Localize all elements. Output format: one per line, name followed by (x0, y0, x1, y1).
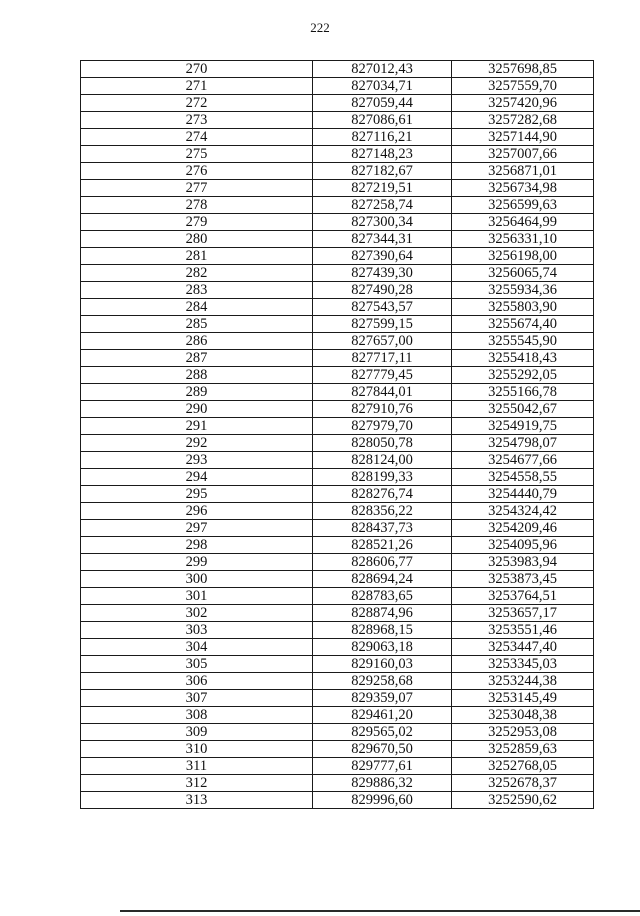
x-coordinate-cell: 827116,21 (313, 129, 452, 146)
point-number-cell: 284 (81, 299, 313, 316)
table-row (81, 605, 594, 622)
point-number-cell: 275 (81, 146, 313, 163)
y-coordinate-cell: 3256331,10 (452, 231, 594, 248)
table-row (81, 350, 594, 367)
y-coordinate-cell: 3252590,62 (452, 792, 594, 809)
x-coordinate-cell: 827258,74 (313, 197, 452, 214)
y-coordinate-cell: 3253983,94 (452, 554, 594, 571)
y-coordinate-cell: 3253551,46 (452, 622, 594, 639)
table-row (81, 486, 594, 503)
x-coordinate-cell: 829258,68 (313, 673, 452, 690)
x-coordinate-cell: 828521,26 (313, 537, 452, 554)
y-coordinate-cell: 3254919,75 (452, 418, 594, 435)
y-coordinate-cell: 3255292,05 (452, 367, 594, 384)
x-coordinate-cell: 827012,43 (313, 61, 452, 78)
table-row (81, 78, 594, 95)
x-coordinate-cell: 829063,18 (313, 639, 452, 656)
y-coordinate-cell: 3253048,38 (452, 707, 594, 724)
x-coordinate-cell: 827300,34 (313, 214, 452, 231)
x-coordinate-cell: 828276,74 (313, 486, 452, 503)
point-number-cell: 291 (81, 418, 313, 435)
point-number-cell: 302 (81, 605, 313, 622)
table-row (81, 775, 594, 792)
table-row (81, 622, 594, 639)
point-number-cell: 282 (81, 265, 313, 282)
x-coordinate-cell: 829160,03 (313, 656, 452, 673)
point-number-cell: 303 (81, 622, 313, 639)
x-coordinate-cell: 829359,07 (313, 690, 452, 707)
table-row (81, 129, 594, 146)
point-number-cell: 309 (81, 724, 313, 741)
x-coordinate-cell: 827490,28 (313, 282, 452, 299)
table-row (81, 758, 594, 775)
x-coordinate-cell: 829461,20 (313, 707, 452, 724)
point-number-cell: 294 (81, 469, 313, 486)
y-coordinate-cell: 3255166,78 (452, 384, 594, 401)
x-coordinate-cell: 828874,96 (313, 605, 452, 622)
table-row (81, 384, 594, 401)
table-row (81, 61, 594, 78)
y-coordinate-cell: 3253657,17 (452, 605, 594, 622)
table-row (81, 452, 594, 469)
y-coordinate-cell: 3257698,85 (452, 61, 594, 78)
page-bottom-line (120, 910, 640, 912)
point-number-cell: 292 (81, 435, 313, 452)
table-row (81, 299, 594, 316)
x-coordinate-cell: 828356,22 (313, 503, 452, 520)
point-number-cell: 301 (81, 588, 313, 605)
point-number-cell: 285 (81, 316, 313, 333)
x-coordinate-cell: 827844,01 (313, 384, 452, 401)
x-coordinate-cell: 829996,60 (313, 792, 452, 809)
y-coordinate-cell: 3254209,46 (452, 520, 594, 537)
table-row (81, 418, 594, 435)
y-coordinate-cell: 3253244,38 (452, 673, 594, 690)
point-number-cell: 272 (81, 95, 313, 112)
point-number-cell: 279 (81, 214, 313, 231)
x-coordinate-cell: 827219,51 (313, 180, 452, 197)
table-row (81, 248, 594, 265)
x-coordinate-cell: 827148,23 (313, 146, 452, 163)
point-number-cell: 304 (81, 639, 313, 656)
y-coordinate-cell: 3253873,45 (452, 571, 594, 588)
point-number-cell: 280 (81, 231, 313, 248)
table-row (81, 333, 594, 350)
table-row (81, 435, 594, 452)
y-coordinate-cell: 3255674,40 (452, 316, 594, 333)
point-number-cell: 286 (81, 333, 313, 350)
point-number-cell: 295 (81, 486, 313, 503)
point-number-cell: 308 (81, 707, 313, 724)
y-coordinate-cell: 3256065,74 (452, 265, 594, 282)
table-row (81, 554, 594, 571)
point-number-cell: 273 (81, 112, 313, 129)
table-row (81, 401, 594, 418)
y-coordinate-cell: 3256871,01 (452, 163, 594, 180)
y-coordinate-cell: 3252768,05 (452, 758, 594, 775)
y-coordinate-cell: 3257420,96 (452, 95, 594, 112)
point-number-cell: 270 (81, 61, 313, 78)
y-coordinate-cell: 3255803,90 (452, 299, 594, 316)
table-row (81, 503, 594, 520)
point-number-cell: 283 (81, 282, 313, 299)
table-row (81, 112, 594, 129)
table-row (81, 265, 594, 282)
y-coordinate-cell: 3254324,42 (452, 503, 594, 520)
table-row (81, 639, 594, 656)
x-coordinate-cell: 829670,50 (313, 741, 452, 758)
point-number-cell: 290 (81, 401, 313, 418)
y-coordinate-cell: 3253145,49 (452, 690, 594, 707)
table-row (81, 741, 594, 758)
y-coordinate-cell: 3257282,68 (452, 112, 594, 129)
table-row (81, 588, 594, 605)
y-coordinate-cell: 3256198,00 (452, 248, 594, 265)
y-coordinate-cell: 3254095,96 (452, 537, 594, 554)
table-row (81, 537, 594, 554)
table-row (81, 146, 594, 163)
x-coordinate-cell: 828124,00 (313, 452, 452, 469)
point-number-cell: 274 (81, 129, 313, 146)
coordinates-table-body (81, 61, 594, 809)
y-coordinate-cell: 3255934,36 (452, 282, 594, 299)
x-coordinate-cell: 827599,15 (313, 316, 452, 333)
y-coordinate-cell: 3254558,55 (452, 469, 594, 486)
point-number-cell: 311 (81, 758, 313, 775)
x-coordinate-cell: 827717,11 (313, 350, 452, 367)
point-number-cell: 305 (81, 656, 313, 673)
point-number-cell: 276 (81, 163, 313, 180)
table-row (81, 792, 594, 809)
x-coordinate-cell: 828606,77 (313, 554, 452, 571)
point-number-cell: 307 (81, 690, 313, 707)
y-coordinate-cell: 3254798,07 (452, 435, 594, 452)
coordinates-table (80, 60, 594, 809)
point-number-cell: 287 (81, 350, 313, 367)
y-coordinate-cell: 3254440,79 (452, 486, 594, 503)
table-row (81, 707, 594, 724)
y-coordinate-cell: 3252678,37 (452, 775, 594, 792)
table-row (81, 214, 594, 231)
table-row (81, 95, 594, 112)
x-coordinate-cell: 827182,67 (313, 163, 452, 180)
x-coordinate-cell: 827910,76 (313, 401, 452, 418)
table-row (81, 163, 594, 180)
x-coordinate-cell: 828050,78 (313, 435, 452, 452)
point-number-cell: 313 (81, 792, 313, 809)
point-number-cell: 277 (81, 180, 313, 197)
point-number-cell: 310 (81, 741, 313, 758)
y-coordinate-cell: 3253764,51 (452, 588, 594, 605)
x-coordinate-cell: 828968,15 (313, 622, 452, 639)
table-row (81, 673, 594, 690)
point-number-cell: 306 (81, 673, 313, 690)
point-number-cell: 296 (81, 503, 313, 520)
y-coordinate-cell: 3252859,63 (452, 741, 594, 758)
x-coordinate-cell: 827979,70 (313, 418, 452, 435)
point-number-cell: 289 (81, 384, 313, 401)
x-coordinate-cell: 828694,24 (313, 571, 452, 588)
y-coordinate-cell: 3255418,43 (452, 350, 594, 367)
x-coordinate-cell: 827657,00 (313, 333, 452, 350)
y-coordinate-cell: 3255545,90 (452, 333, 594, 350)
point-number-cell: 299 (81, 554, 313, 571)
x-coordinate-cell: 829565,02 (313, 724, 452, 741)
table-row (81, 367, 594, 384)
y-coordinate-cell: 3252953,08 (452, 724, 594, 741)
x-coordinate-cell: 827344,31 (313, 231, 452, 248)
point-number-cell: 300 (81, 571, 313, 588)
point-number-cell: 297 (81, 520, 313, 537)
x-coordinate-cell: 828199,33 (313, 469, 452, 486)
x-coordinate-cell: 828783,65 (313, 588, 452, 605)
y-coordinate-cell: 3257007,66 (452, 146, 594, 163)
y-coordinate-cell: 3256464,99 (452, 214, 594, 231)
x-coordinate-cell: 827439,30 (313, 265, 452, 282)
x-coordinate-cell: 828437,73 (313, 520, 452, 537)
table-row (81, 180, 594, 197)
point-number-cell: 271 (81, 78, 313, 95)
y-coordinate-cell: 3257559,70 (452, 78, 594, 95)
point-number-cell: 288 (81, 367, 313, 384)
table-row (81, 197, 594, 214)
x-coordinate-cell: 829886,32 (313, 775, 452, 792)
table-row (81, 282, 594, 299)
table-row (81, 231, 594, 248)
y-coordinate-cell: 3254677,66 (452, 452, 594, 469)
x-coordinate-cell: 829777,61 (313, 758, 452, 775)
x-coordinate-cell: 827390,64 (313, 248, 452, 265)
point-number-cell: 298 (81, 537, 313, 554)
point-number-cell: 293 (81, 452, 313, 469)
point-number-cell: 312 (81, 775, 313, 792)
y-coordinate-cell: 3256599,63 (452, 197, 594, 214)
page-number: 222 (310, 20, 330, 35)
x-coordinate-cell: 827086,61 (313, 112, 452, 129)
point-number-cell: 278 (81, 197, 313, 214)
table-row (81, 469, 594, 486)
table-row (81, 520, 594, 537)
x-coordinate-cell: 827059,44 (313, 95, 452, 112)
x-coordinate-cell: 827034,71 (313, 78, 452, 95)
y-coordinate-cell: 3256734,98 (452, 180, 594, 197)
table-row (81, 656, 594, 673)
table-row (81, 724, 594, 741)
table-row (81, 571, 594, 588)
y-coordinate-cell: 3257144,90 (452, 129, 594, 146)
x-coordinate-cell: 827543,57 (313, 299, 452, 316)
table-row (81, 316, 594, 333)
y-coordinate-cell: 3253447,40 (452, 639, 594, 656)
x-coordinate-cell: 827779,45 (313, 367, 452, 384)
y-coordinate-cell: 3253345,03 (452, 656, 594, 673)
table-row (81, 690, 594, 707)
point-number-cell: 281 (81, 248, 313, 265)
y-coordinate-cell: 3255042,67 (452, 401, 594, 418)
